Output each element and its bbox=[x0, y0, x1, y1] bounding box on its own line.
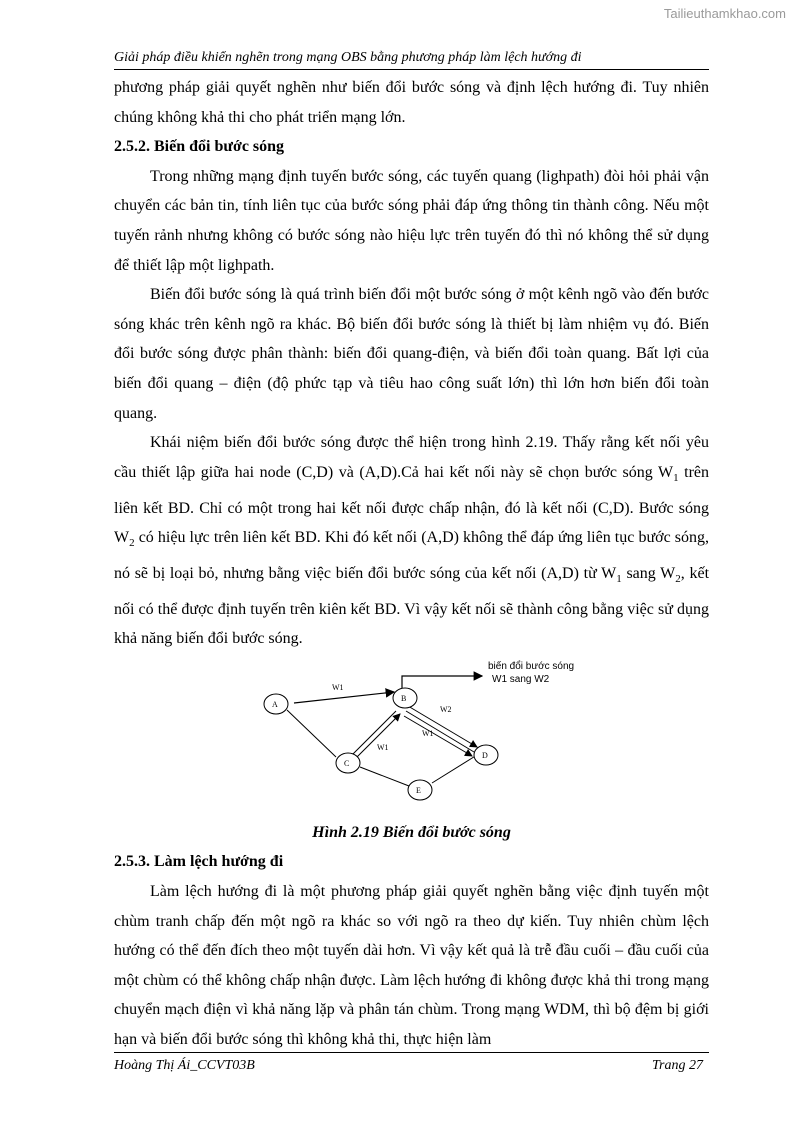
link-c-b-1 bbox=[353, 711, 396, 754]
paragraph-s253-1: Làm lệch hướng đi là một phương pháp giải quyết nghẽn bằng việc định tuyến một chùm tranh chấp đến một ngõ ra khác so với ngõ ra theo dự kiến. Tuy nhiên chùm lệch hướng có thể đến đích theo một tuyến dài hơn. Vì vậy kết quả là trễ đầu cuối – đầu cuối của một chùm có thể không chấp nhận được. Làm lệch hướng đi không được khả thi trong mạng chuyển mạch điện vì khả năng lặp và phân tán chùm. Trong mạng WDM, thì bộ đệm bị giới hạn và biến đổi bước sóng thì không khả thi, thực hiện làm bbox=[114, 883, 709, 1048]
node-e-label: E bbox=[416, 785, 421, 795]
label-w2-bd: W2 bbox=[440, 704, 452, 714]
p3-sub-4: 2 bbox=[675, 573, 681, 586]
node-e bbox=[408, 780, 432, 800]
annotation-line1: biến đổi bước sóng bbox=[488, 660, 575, 672]
paragraph-s252-2: Biến đổi bước sóng là quá trình biến đổi một bước sóng ở một kênh ngõ vào đến bước sóng khác trên kênh ngõ ra khác. Bộ biến đổi bước sóng là thiết bị làm nhiệm vụ đó. Biến đổi bước sóng được phân thành: biến đổi quang-điện, và biến đổi toàn quang. Bất lợi của biến đổi quang – điện (độ phức tạp và tiêu hao công suất lớn) thì lớn hơn biến đổi toàn quang. bbox=[114, 286, 709, 422]
node-c-label: C bbox=[344, 758, 350, 768]
node-d-label: D bbox=[482, 750, 488, 760]
node-a-label: A bbox=[272, 699, 278, 709]
paragraph-s252-1: Trong những mạng định tuyến bước sóng, các tuyến quang (lighpath) đòi hỏi phải vận chuyển các bản tin, tính liên tục của bước sóng phải đáp ứng thông tin thành công. Nếu một tuyến rảnh nhưng không có bước sóng nào hiệu lực trên tuyến đó thì nó không thể sử dụng để thiết lập một lighpath. bbox=[114, 167, 709, 274]
link-a-c bbox=[287, 710, 336, 757]
annotation-arrow bbox=[402, 676, 482, 688]
node-b bbox=[393, 688, 417, 708]
figure-caption: Hình 2.19 Biến đổi bước sóng bbox=[312, 823, 511, 841]
figure-2-19 bbox=[114, 658, 709, 818]
link-a-b-w1 bbox=[294, 692, 394, 703]
node-d bbox=[474, 745, 498, 765]
link-b-d-w1 bbox=[404, 716, 472, 756]
p3-text-3: có hiệu lực trên liên kết BD. Khi đó kết nối (A,D) không thể đáp ứng liên tục bước sóng, nó sẽ bị loại bỏ, nhưng bằng việc biến đổi bước sóng của kết nối (A,D) từ W bbox=[114, 529, 709, 582]
page-content bbox=[114, 73, 709, 1055]
page-footer bbox=[114, 1052, 709, 1075]
p3-sub-3: 1 bbox=[616, 573, 622, 586]
link-b-d-mid bbox=[406, 711, 474, 752]
annotation-line2: W1 sang W2 bbox=[492, 673, 550, 685]
p3-text-5: , kết nối có thể được định tuyến trên kiên kết BD. Vì vậy kết nối sẽ thành công bằng việc sử dụng khả năng biến đổi bước sóng. bbox=[114, 564, 710, 648]
section-heading-2-5-3: 2.5.3. Làm lệch hướng đi bbox=[114, 853, 284, 871]
intro-paragraph: phương pháp giải quyết nghẽn như biến đổi bước sóng và định lệch hướng đi. Tuy nhiên chúng không khả thi cho phát triển mạng lớn. bbox=[114, 79, 709, 126]
p3-text-1: Khái niệm biến đổi bước sóng được thể hiện trong hình 2.19. Thấy rằng kết nối yêu cầu thiết lập giữa hai node (C,D) và (A,D).Cả hai kết nối này sẽ chọn bước sóng W bbox=[114, 434, 709, 481]
paragraph-s252-3 bbox=[114, 428, 709, 654]
link-c-e bbox=[360, 767, 409, 786]
p3-text-4: sang W bbox=[621, 564, 676, 582]
node-b-label: B bbox=[401, 693, 407, 703]
label-w1-cb: W1 bbox=[377, 742, 389, 752]
p3-text-2: trên liên kết BD. Chỉ có một trong hai kết nối được chấp nhận, đó là kết nối (C,D). Bước sóng W bbox=[114, 463, 710, 547]
node-a bbox=[264, 694, 288, 714]
link-e-d bbox=[432, 755, 477, 783]
network-diagram bbox=[254, 658, 575, 816]
label-w1-ab: W1 bbox=[332, 682, 344, 692]
p3-sub-2: 2 bbox=[129, 537, 135, 550]
p3-sub-1: 1 bbox=[673, 471, 679, 484]
page-header: Giải pháp điều khiển nghẽn trong mạng OBS bằng phương pháp làm lệch hướng đi bbox=[114, 49, 709, 70]
section-heading-2-5-2: 2.5.2. Biến đổi bước sóng bbox=[114, 138, 285, 156]
footer-page-number: Trang 27 bbox=[652, 1058, 703, 1073]
label-w1-bd: W1 bbox=[422, 728, 434, 738]
watermark: Tailieuthamkhao.com bbox=[663, 6, 786, 21]
footer-author: Hoàng Thị Ái_CCVT03B bbox=[114, 1058, 255, 1073]
node-c bbox=[336, 753, 360, 773]
